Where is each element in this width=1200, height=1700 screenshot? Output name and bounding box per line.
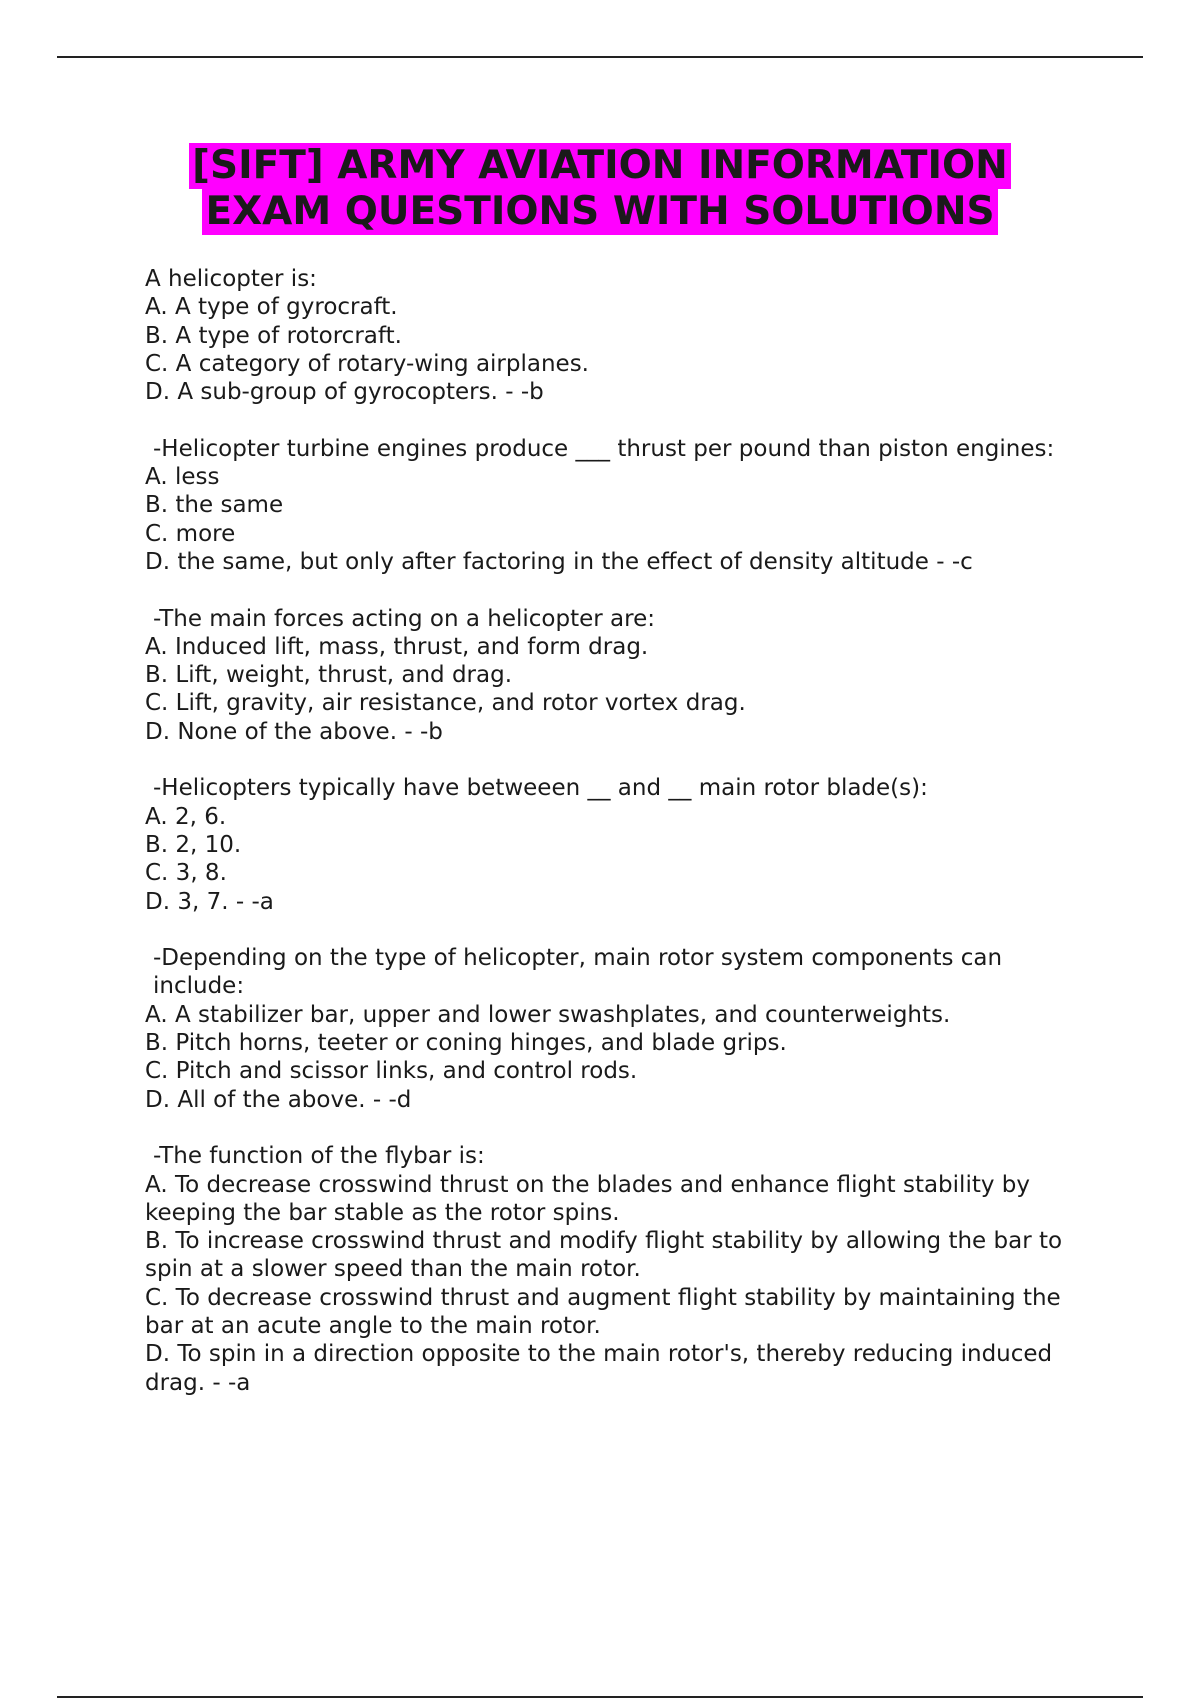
answer-option-a: A. A type of gyrocraft. (145, 294, 398, 321)
answer-option-d: D. 3, 7. - -a (145, 888, 274, 915)
question-stem: A helicopter is: (145, 266, 317, 292)
answer-option-d: D. All of the above. - -d (145, 1086, 412, 1113)
question-stem: -The function of the flybar is: (153, 1143, 485, 1170)
top-rule (57, 56, 1143, 58)
question-3 (145, 605, 1095, 746)
answer-option-c: C. Pitch and scissor links, and control rods. (145, 1058, 638, 1085)
question-1 (145, 265, 1095, 406)
title-line-2: EXAM QUESTIONS WITH SOLUTIONS (202, 189, 997, 235)
answer-option-b: B. the same (145, 492, 284, 519)
question-5 (145, 944, 1095, 1114)
answer-option-c: C. Lift, gravity, air resistance, and rotor vortex drag. (145, 690, 746, 717)
answer-option-b: B. Lift, weight, thrust, and drag. (145, 662, 513, 689)
answer-option-d: D. To spin in a direction opposite to the main rotor's, thereby reducing induced drag. - -a (145, 1341, 1053, 1396)
question-stem: -Helicopter turbine engines produce ___ thrust per pound than piston engines: (153, 435, 1055, 462)
question-stem: -Depending on the type of helicopter, main rotor system components can include: (153, 945, 1003, 1000)
answer-option-d: D. None of the above. - -b (145, 718, 443, 745)
answer-option-b: B. To increase crosswind thrust and modify flight stability by allowing the bar to spin at a slower speed than the main rotor. (145, 1228, 1063, 1283)
answer-option-d: D. the same, but only after factoring in the effect of density altitude - -c (145, 548, 973, 575)
answer-option-a: A. 2, 6. (145, 803, 227, 830)
question-list (145, 265, 1095, 1425)
answer-option-b: B. Pitch horns, teeter or coning hinges, and blade grips. (145, 1030, 787, 1057)
question-stem: -The main forces acting on a helicopter are: (153, 605, 655, 632)
answer-option-a: A. A stabilizer bar, upper and lower swashplates, and counterweights. (145, 1001, 951, 1028)
answer-option-a: A. To decrease crosswind thrust on the blades and enhance flight stability by keeping the bar stable as the rotor spins. (145, 1171, 1030, 1226)
answer-option-c: C. A category of rotary-wing airplanes. (145, 350, 589, 377)
question-stem: -Helicopters typically have betweeen __ and __ main rotor blade(s): (153, 775, 928, 802)
answer-option-a: A. less (145, 464, 220, 491)
answer-option-a: A. Induced lift, mass, thrust, and form drag. (145, 633, 649, 660)
question-2 (145, 435, 1095, 576)
answer-option-b: B. 2, 10. (145, 831, 242, 858)
answer-option-c: C. 3, 8. (145, 860, 227, 887)
bottom-rule (57, 1696, 1143, 1698)
document-title (0, 143, 1200, 235)
question-4 (145, 774, 1095, 915)
answer-option-c: C. To decrease crosswind thrust and augment flight stability by maintaining the bar at an acute angle to the main rotor. (145, 1284, 1061, 1339)
title-line-1: [SIFT] ARMY AVIATION INFORMATION (189, 143, 1011, 189)
answer-option-c: C. more (145, 520, 236, 547)
answer-option-d: D. A sub-group of gyrocopters. - -b (145, 379, 544, 406)
question-6 (145, 1142, 1095, 1397)
answer-option-b: B. A type of rotorcraft. (145, 322, 402, 349)
